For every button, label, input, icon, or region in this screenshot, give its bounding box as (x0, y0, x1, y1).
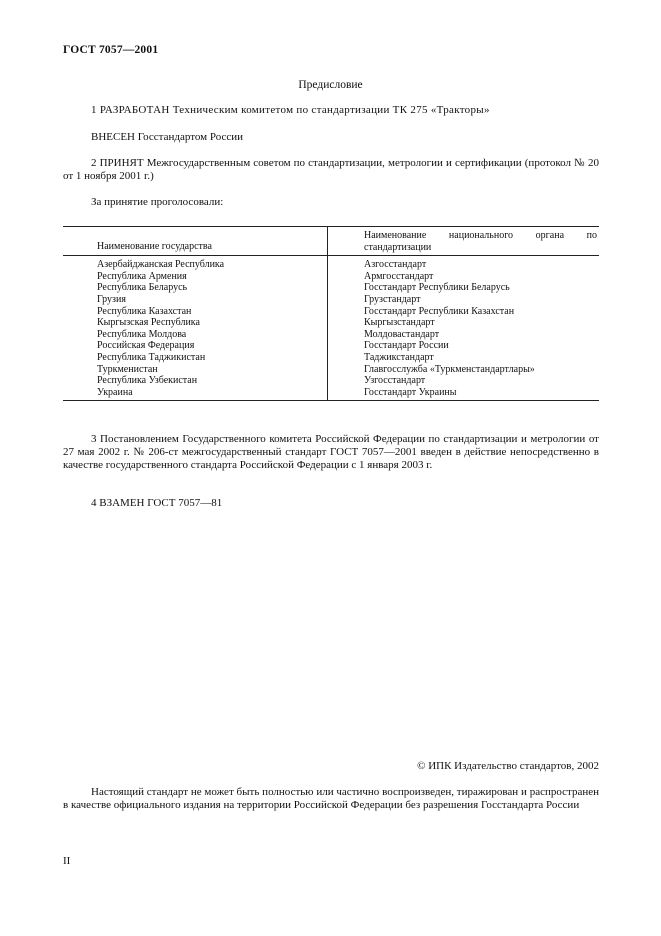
preface-item-2: 2 ПРИНЯТ Межгосударственным советом по стандартизации, метрологии и сертификации (протокол № 20 от 1 ноября 2001 г.) (63, 157, 599, 182)
table-row (63, 387, 599, 401)
national-body-cell: Армгосстандарт (364, 270, 434, 282)
table-row (63, 306, 599, 318)
table-header-row (63, 227, 599, 256)
national-body-cell: Молдовастандарт (364, 328, 440, 340)
state-name-cell: Украина (63, 387, 328, 401)
national-body-cell: Грузстандарт (364, 293, 421, 305)
state-name-cell: Грузия (63, 294, 328, 306)
column-header-state: Наименование государства (63, 227, 328, 256)
table-row (63, 364, 599, 376)
reproduction-notice: Настоящий стандарт не может быть полностью или частично воспроизведен, тиражирован и распространен в качестве официального издания на территории Российской Федерации без разрешения Госстандарта России (63, 786, 599, 811)
table-row (63, 340, 599, 352)
table-row (63, 317, 599, 329)
table-row (63, 329, 599, 341)
voting-states-table (63, 226, 599, 401)
state-name-cell: Республика Узбекистан (63, 375, 328, 387)
state-name-cell: Республика Казахстан (63, 306, 328, 318)
preface-title: Предисловие (298, 79, 363, 91)
national-body-cell: Узгосстандарт (364, 375, 426, 387)
document-code: ГОСТ 7057—2001 (63, 44, 159, 56)
table-row (63, 282, 599, 294)
table-body (63, 256, 599, 401)
national-body-cell: Госстандарт Республики Казахстан (364, 305, 515, 317)
column-header-national-body: Наименование национального органа по стандартизации (328, 227, 600, 256)
state-name-cell: Республика Армения (63, 271, 328, 283)
state-name-cell: Российская Федерация (63, 340, 328, 352)
national-body-cell: Госстандарт Украины (364, 386, 457, 398)
table-row (63, 294, 599, 306)
preface-item-1: 1 РАЗРАБОТАН Техническим комитетом по стандартизации ТК 275 «Тракторы» (91, 104, 490, 116)
voted-for-label: За принятие проголосовали: (91, 196, 224, 208)
page-number: II (63, 855, 71, 867)
table-row (63, 256, 599, 271)
preface-introduced: ВНЕСЕН Госстандартом России (91, 131, 244, 143)
state-name-cell: Кыргызская Республика (63, 317, 328, 329)
national-body-cell: Главгосслужба «Туркменстандартлары» (364, 363, 535, 375)
state-name-cell: Туркменистан (63, 364, 328, 376)
state-name-cell: Республика Молдова (63, 329, 328, 341)
national-body-cell: Азгосстандарт (364, 259, 427, 271)
state-name-cell: Азербайджанская Республика (63, 256, 328, 271)
copyright-line: © ИПК Издательство стандартов, 2002 (417, 760, 599, 772)
national-body-cell: Госстандарт России (364, 340, 449, 352)
table-row (63, 352, 599, 364)
table-row (63, 375, 599, 387)
preface-item-4: 4 ВЗАМЕН ГОСТ 7057—81 (91, 497, 223, 509)
preface-item-3: 3 Постановлением Государственного комитета Российской Федерации по стандартизации и метрологии от 27 мая 2002 г. № 206-ст межгосударственный стандарт ГОСТ 7057—2001 введен в действие непосредственно в качестве государственного стандарта Российской Федерации с 1 января 2003 г. (63, 433, 599, 471)
state-name-cell: Республика Таджикистан (63, 352, 328, 364)
national-body-cell: Госстандарт Республики Беларусь (364, 282, 510, 294)
table-row (63, 271, 599, 283)
national-body-cell: Кыргызстандарт (364, 317, 435, 329)
national-body-cell: Таджикстандарт (364, 351, 434, 363)
state-name-cell: Республика Беларусь (63, 282, 328, 294)
